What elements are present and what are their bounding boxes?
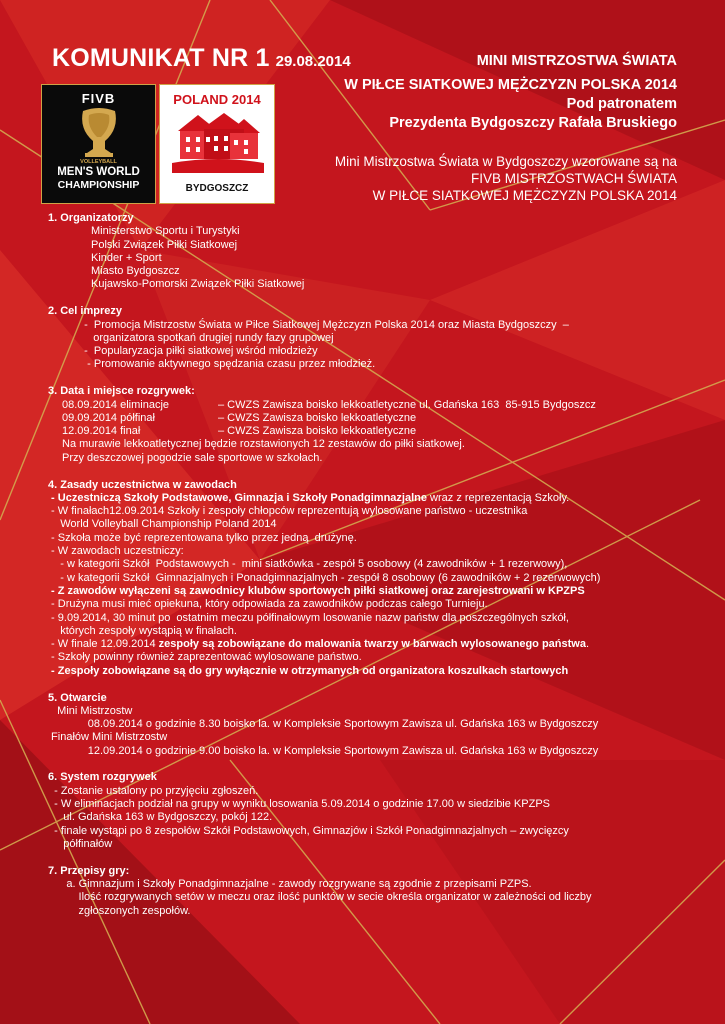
rules-line-2: Ilość rozgrywanych setów w meczu oraz ilość punktów w secie określa organizator w zależności od liczby	[48, 891, 592, 904]
poland-city: BYDGOSZCZ	[185, 183, 249, 194]
opening-line-1: Mini Mistrzostw	[48, 704, 133, 717]
section-3-title: 3. Data i miejsce rozgrywek:	[48, 385, 195, 398]
rules-line-1: a. Gimnazjum i Szkoły Ponadgimnazjalne - zawody rozgrywane są zgodnie z przepisami PZPS.	[48, 878, 532, 891]
organizer-5: Kujawsko-Pomorski Związek Piłki Siatkowej	[91, 278, 305, 291]
schedule-date-1: 08.09.2014 eliminacje	[62, 398, 170, 411]
rule-line-4: - Szkoła może być reprezentowana tylko przez jedną drużynę.	[48, 531, 357, 544]
schedule-row-1	[48, 399, 698, 412]
document-body	[48, 212, 698, 918]
organizer-4: Miasto Bydgoszcz	[91, 265, 180, 278]
fivb-volleyball: VOLLEYBALL	[80, 159, 117, 165]
goal-line-2: organizatora spotkań drugiej rundy fazy grupowej	[78, 331, 334, 344]
schedule-place-2: – CWZS Zawisza boisko lekkoatletyczne	[218, 411, 417, 424]
goal-line-3: - Popularyzacja piłki siatkowej wśród młodzieży	[78, 345, 318, 358]
header-line-2: W PIŁCE SIATKOWEJ MĘŻCZYZN POLSKA 2014	[344, 77, 677, 93]
schedule-place-3: – CWZS Zawisza boisko lekkoatletyczne	[218, 425, 417, 438]
header-title	[52, 44, 351, 73]
schedule-date-2: 09.09.2014 półfinał	[62, 411, 155, 424]
rule-12-start: - W finale 12.09.2014	[48, 638, 156, 651]
section-4-title: 4. Zasady uczestnictwa w zawodach	[48, 478, 237, 491]
rule-line-6: - w kategorii Szkół Podstawowych - mini siatkówka - zespół 5 osobowy (4 zawodników + 1 rezerwowy),	[48, 558, 568, 571]
poland-title: POLAND 2014	[173, 92, 261, 107]
organizer-3: Kinder + Sport	[91, 251, 162, 264]
rule-line-10: - 9.09.2014, 30 minut po ostatnim meczu półfinałowym losowanie nazw państw dla poszczególnych szkół,	[48, 611, 569, 624]
section-5-title: 5. Otwarcie	[48, 691, 107, 704]
opening-line-2: 08.09.2014 o godzinie 8.30 boisko la. w Kompleksie Sportowym Zawisza ul. Gdańska 163 w Bydgoszczy	[48, 718, 599, 731]
fivb-logo	[41, 84, 156, 204]
goal-line-1: - Promocja Mistrzostw Świata w Piłce Siatkowej Mężczyzn Polska 2014 oraz Miasta Bydgoszczy –	[78, 318, 569, 331]
opening-line-4: 12.09.2014 o godzinie 9.00 boisko la. w Kompleksie Sportowym Zawisza ul. Gdańska 163 w Bydgoszczy	[48, 744, 599, 757]
subheader-line-3: W PIŁCE SIATKOWEJ MĘŻCZYZN POLSKA 2014	[372, 188, 677, 203]
schedule-date-3: 12.09.2014 finał	[62, 425, 141, 438]
rule-line-3: World Volleyball Championship Poland 2014	[48, 518, 277, 531]
system-line-3: ul. Gdańska 163 w Bydgoszczy, pokój 122.	[48, 811, 273, 824]
bydgoszcz-granary-icon	[172, 109, 264, 173]
rules-line-3: zgłoszonych zespołów.	[48, 904, 191, 917]
rule-12-end: .	[585, 638, 590, 651]
schedule-place-1: – CWZS Zawisza boisko lekkoatletyczne ul. Gdańska 163 85-915 Bydgoszcz	[218, 398, 596, 411]
rule-line-5: - W zawodach uczestniczy:	[48, 545, 184, 558]
subheader-line-1: Mini Mistrzostwa Świata w Bydgoszczy wzorowane są na	[334, 154, 677, 169]
schedule-note-2: Przy deszczowej pogodzie sale sportowe w szkołach.	[62, 451, 323, 464]
header-date: 29.08.2014	[275, 53, 351, 70]
fivb-brand: FIVB	[81, 91, 116, 106]
rule-line-8: - Z zawodów wyłączeni są zawodnicy klubów sportowych piłki siatkowej oraz zarejestrowani w KPZPS	[48, 584, 585, 597]
organizer-1: Ministerstwo Sportu i Turystyki	[91, 225, 240, 238]
section-6-title: 6. System rozgrywek	[48, 771, 157, 784]
system-line-2: - W eliminacjach podział na grupy w wyniku losowania 5.09.2014 o godzinie 17.00 w siedzibie KPZPS	[48, 798, 550, 811]
system-line-4: - finale wystąpi po 8 zespołów Szkół Podstawowych, Gimnazjów i Szkół Ponadgimnazjalnych – zwycięzcy	[48, 824, 569, 837]
section-2-title: 2. Cel imprezy	[48, 305, 122, 318]
schedule-row-3	[48, 425, 698, 438]
rule-line-7: - w kategorii Szkół Gimnazjalnych i Ponadgimnazjalnych - zespół 8 osobowy (6 zawodników + 2 rezerwowych)	[48, 571, 601, 584]
fivb-championship: CHAMPIONSHIP	[57, 179, 140, 191]
rule-12-bold: zespoły są zobowiązane do malowania twarzy w barwach wylosowanego państwa	[155, 638, 586, 651]
fivb-mens-world: MEN'S WORLD	[57, 166, 140, 178]
goal-line-4: - Promowanie aktywnego spędzania czasu przez młodzież.	[78, 358, 376, 371]
section-1-title: 1. Organizatorzy	[48, 212, 134, 224]
schedule-note-1: Na murawie lekkoatletycznej będzie rozstawionych 12 zestawów do piłki siatkowej.	[62, 438, 465, 451]
rule-line-1	[48, 492, 698, 505]
rule-line-14: - Zespoły zobowiązane są do gry wyłącznie w otrzymanych od organizatora koszulkach startowych	[48, 664, 569, 677]
rule-1-bold: - Uczestniczą Szkoły Podstawowe, Gimnazja i Szkoły Ponadgimnazjalne	[48, 491, 427, 504]
poland-2014-logo	[159, 84, 275, 204]
header-line-1: MINI MISTRZOSTWA ŚWIATA	[476, 53, 677, 69]
system-line-5: półfinałów	[48, 837, 113, 850]
opening-line-3: Finałów Mini Mistrzostw	[48, 731, 168, 744]
rule-line-2: - W finałach12.09.2014 Szkoły i zespoły chłopców reprezentują wylosowane państwo - uczestnika	[48, 505, 528, 518]
subheader-line-2: FIVB MISTRZOSTWACH ŚWIATA	[471, 171, 677, 186]
header-line-4: Prezydenta Bydgoszczy Rafała Bruskiego	[389, 115, 677, 131]
organizer-2: Polski Związek Piłki Siatkowej	[91, 238, 238, 251]
schedule-row-2	[48, 412, 698, 425]
komunikat-title: KOMUNIKAT NR 1	[52, 44, 270, 72]
rule-1-rest: wraz z reprezentacją Szkoły.	[427, 491, 570, 504]
rule-line-13: - Szkoły powinny również zaprezentować wylosowane państwo.	[48, 651, 362, 664]
rule-line-11: których zespoły wystąpią w finałach.	[48, 624, 237, 637]
section-7-title: 7. Przepisy gry:	[48, 864, 130, 877]
rule-line-9: - Drużyna musi mieć opiekuna, który odpowiada za zawodników podczas całego Turnieju.	[48, 598, 488, 611]
trophy-icon	[75, 107, 123, 159]
rule-line-12	[48, 638, 698, 651]
system-line-1: - Zostanie ustalony po przyjęciu zgłoszeń.	[48, 784, 259, 797]
header-line-3: Pod patronatem	[566, 96, 677, 112]
